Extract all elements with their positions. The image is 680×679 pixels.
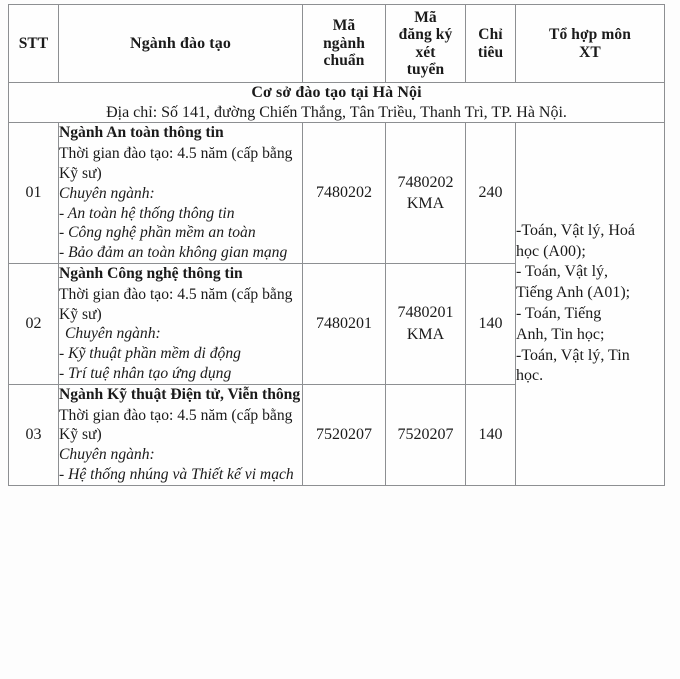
spec-item: - Trí tuệ nhân tạo ứng dụng: [59, 364, 232, 382]
combination-line: -Toán, Vật lý, Tin: [516, 346, 630, 364]
combination-line: -Toán, Vật lý, Hoá: [516, 221, 635, 239]
major-cell-01: [59, 123, 303, 264]
combination-line-2: XT: [579, 43, 601, 61]
standard-code-line-1: Mã: [332, 17, 356, 35]
column-header-quota: [466, 5, 516, 83]
quota-02: 140: [466, 263, 516, 384]
campus-banner-row: [9, 83, 665, 123]
combination-line: Tiếng Anh (A01);: [516, 284, 631, 302]
standard-code-01: 7480202: [303, 123, 386, 264]
column-header-combination: [516, 5, 665, 83]
register-code-line-1: Mã: [414, 8, 437, 26]
combination-line: học (A00);: [516, 242, 586, 260]
major-title-02: Ngành Công nghệ thông tin: [59, 264, 243, 282]
column-header-stt: STT: [9, 5, 59, 83]
column-header-major: Ngành đào tạo: [59, 5, 303, 83]
register-code-02: [386, 263, 466, 384]
combination-line: học.: [516, 367, 544, 385]
quota-line-1: Chỉ: [478, 26, 503, 44]
row-number-02: 02: [9, 263, 59, 384]
row-number-03: 03: [9, 384, 59, 485]
major-duration-01: Thời gian đào tạo: 4.5 năm (cấp bằng Kỹ sư): [59, 145, 293, 182]
campus-banner-cell: [9, 83, 665, 123]
quota-01: 240: [466, 123, 516, 264]
spec-item: - Kỹ thuật phần mềm di động: [59, 345, 241, 363]
admissions-table: [8, 4, 665, 486]
campus-title: Cơ sở đào tạo tại Hà Nội: [251, 84, 422, 101]
standard-code-02: 7480201: [303, 263, 386, 384]
register-code-suffix: KMA: [406, 325, 445, 343]
register-code-value: 7480201: [397, 304, 454, 322]
campus-address: Địa chỉ: Số 141, đường Chiến Thắng, Tân Triều, Thanh Trì, TP. Hà Nội.: [106, 104, 567, 122]
spec-item: - Công nghệ phần mềm an toàn: [59, 224, 256, 242]
register-code-value: 7520207: [397, 425, 454, 443]
spec-label-03: Chuyên ngành:: [59, 446, 155, 464]
combination-line: Anh, Tin học;: [516, 325, 605, 343]
register-code-suffix: KMA: [406, 195, 445, 213]
major-title-01: Ngành An toàn thông tin: [59, 124, 224, 142]
quota-line-2: tiêu: [477, 43, 504, 61]
major-cell-03: [59, 384, 303, 485]
table-header-row: [9, 5, 665, 83]
combination-line: - Toán, Tiếng: [516, 305, 602, 323]
spec-item: - An toàn hệ thống thông tin: [59, 204, 235, 222]
major-duration-03: Thời gian đào tạo: 4.5 năm (cấp bằng Kỹ sư): [59, 406, 293, 444]
column-header-register-code: [386, 5, 466, 83]
column-header-standard-code: [303, 5, 386, 83]
register-code-value: 7480202: [397, 173, 454, 191]
combination-line: - Toán, Vật lý,: [516, 263, 609, 281]
table-row: [9, 123, 665, 264]
register-code-01: [386, 123, 466, 264]
standard-code-line-2: ngành: [323, 34, 365, 52]
spec-label-01: Chuyên ngành:: [59, 184, 155, 202]
spec-item: - Hệ thống nhúng và Thiết kế vi mạch: [59, 465, 294, 483]
major-duration-02: Thời gian đào tạo: 4.5 năm (cấp bằng Kỹ sư): [59, 285, 293, 323]
combination-cell: [516, 123, 665, 485]
register-code-line-3: xét: [415, 43, 436, 61]
register-code-line-2: đăng ký: [398, 26, 453, 44]
quota-03: 140: [466, 384, 516, 485]
spec-label-02: Chuyên ngành:: [65, 325, 161, 343]
spec-item: - Bảo đảm an toàn không gian mạng: [59, 244, 288, 262]
standard-code-line-3: chuẩn: [323, 52, 365, 70]
combination-line-1: Tổ hợp môn: [549, 26, 631, 44]
major-cell-02: [59, 263, 303, 384]
standard-code-03: 7520207: [303, 384, 386, 485]
register-code-line-4: tuyển: [406, 60, 445, 78]
row-number-01: 01: [9, 123, 59, 264]
register-code-03: [386, 384, 466, 485]
major-title-03: Ngành Kỹ thuật Điện tử, Viễn thông: [59, 385, 301, 403]
